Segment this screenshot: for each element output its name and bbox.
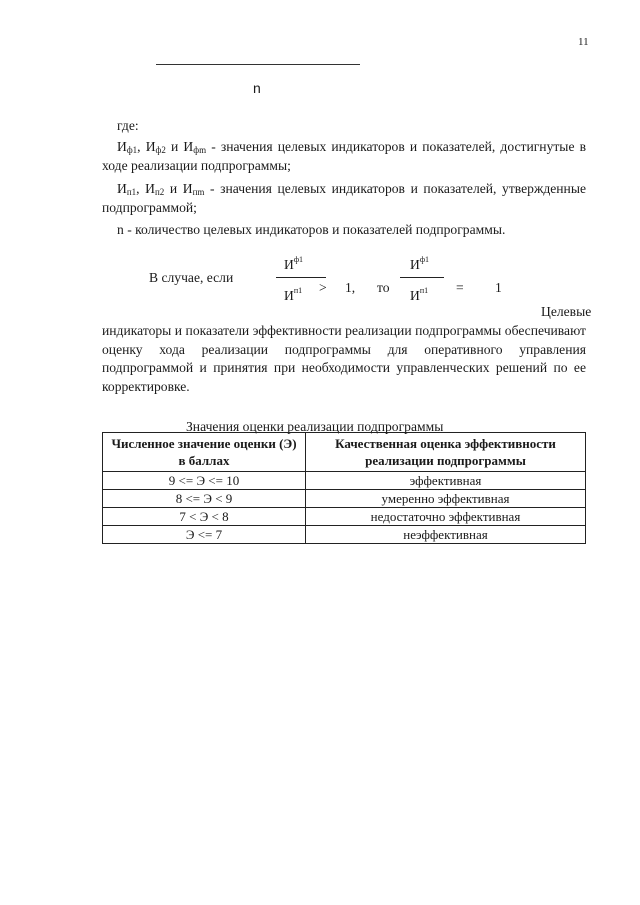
fraction-1-numerator: $И^{ф1}$ (284, 255, 304, 272)
score-rating: умеренно эффективная (306, 490, 586, 508)
page-number: 11 (578, 36, 589, 48)
score-range: 8 <= Э < 9 (103, 490, 306, 508)
condition-then: то (377, 280, 390, 295)
fraction-2-numerator: $И^{ф1}$ (410, 255, 430, 272)
definition-count: n - количество целевых индикаторов и показателей подпрограммы. (117, 222, 506, 237)
condition-fraction-2 (400, 257, 444, 307)
table-row (103, 526, 586, 544)
fraction-1-bar (276, 277, 326, 278)
table-row (103, 490, 586, 508)
header-qualitative-score: Качественная оценка эффективности реализации подпрограммы (306, 433, 586, 472)
greater-than-sign: > (319, 280, 327, 295)
equals-sign: = (456, 280, 464, 295)
score-range: 9 <= Э <= 10 (103, 472, 306, 490)
score-rating: неэффективная (306, 526, 586, 544)
score-range: Э <= 7 (103, 526, 306, 544)
condition-paragraph: индикаторы и показатели эффективности реализации подпрограммы обеспечивают оценку хода реализации подпрограммы для оперативного управления подпрограммой и принятия при необходимости управленческих решений по ее корректировке. (102, 323, 586, 394)
table-caption: Значения оценки реализации подпрограммы (186, 419, 444, 434)
header-numeric-score: Численное значение оценки (Э) в баллах (103, 433, 306, 472)
score-range: 7 < Э < 8 (103, 508, 306, 526)
score-rating: эффективная (306, 472, 586, 490)
formula-denominator: n (253, 80, 261, 96)
fraction-2-bar (400, 277, 444, 278)
score-table (102, 432, 586, 544)
formula-fraction-bar (156, 64, 360, 65)
definition-approved: Ип1, Ип2 и Ипm - значения целевых индикаторов и показателей, утвержденные подпрограммой; (102, 181, 587, 215)
definition-achieved: Иф1, Иф2 и Ифm - значения целевых индикаторов и показателей, достигнутые в ходе реализации подпрограммы; (102, 139, 587, 173)
condition-one: 1, (345, 280, 356, 295)
condition-tail: Целевые (541, 304, 592, 319)
score-rating: недостаточно эффективная (306, 508, 586, 526)
table-header-row (103, 433, 586, 472)
table-row (103, 472, 586, 490)
fraction-1-denominator: $И^{п1}$ (284, 286, 303, 303)
where-label: где: (117, 118, 139, 133)
condition-lead: В случае, если (149, 270, 234, 285)
fraction-2-denominator: $И^{п1}$ (410, 286, 429, 303)
table-row (103, 508, 586, 526)
condition-result: 1 (495, 280, 502, 295)
